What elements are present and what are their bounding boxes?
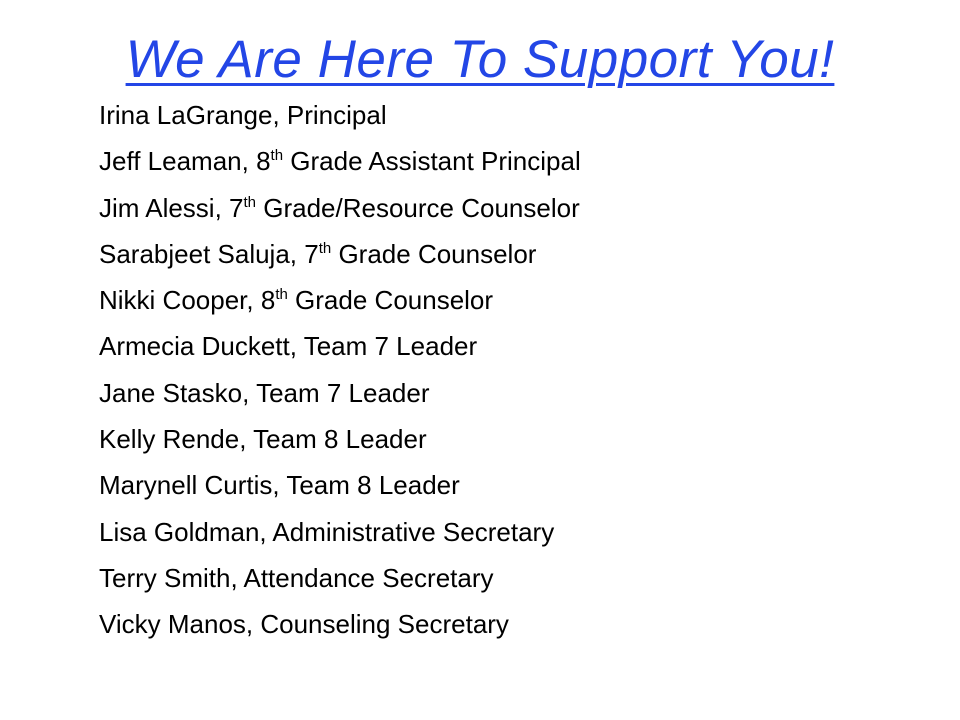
staff-text: Vicky Manos, Counseling Secretary <box>99 609 509 640</box>
staff-text: Irina LaGrange, Principal <box>99 100 387 130</box>
staff-item-team-7-leader-duckett <box>99 323 581 369</box>
staff-text: Terry Smith, Attendance Secretary <box>99 562 494 593</box>
staff-text-rest: Grade Assistant Principal <box>283 146 581 177</box>
staff-item-7th-grade-resource-counselor <box>99 185 581 231</box>
staff-item-administrative-secretary <box>99 509 581 555</box>
staff-ordinal-suffix: th <box>270 147 284 165</box>
staff-text: Nikki Cooper, 8 <box>99 285 276 316</box>
staff-item-team-8-leader-curtis <box>99 462 581 508</box>
staff-ordinal-suffix: th <box>243 193 257 211</box>
staff-text: Armecia Duckett, Team 7 Leader <box>99 331 478 362</box>
staff-item-8th-grade-counselor <box>99 277 581 323</box>
slide-title: We Are Here To Support You! <box>125 30 835 89</box>
staff-ordinal-suffix: th <box>275 286 288 304</box>
staff-item-counseling-secretary <box>99 601 581 647</box>
staff-item-team-7-leader-stasko <box>99 370 581 416</box>
staff-text: Marynell Curtis, Team 8 Leader <box>99 470 460 501</box>
staff-list <box>99 92 581 648</box>
staff-text: Jim Alessi, 7 <box>99 192 244 223</box>
staff-text-rest: Grade Counselor <box>287 285 494 316</box>
staff-text: Sarabjeet Saluja, 7 <box>99 238 319 269</box>
staff-ordinal-suffix: th <box>318 239 332 257</box>
staff-text: Jeff Leaman, 8 <box>99 146 271 177</box>
staff-item-attendance-secretary <box>99 555 581 601</box>
staff-text: Jane Stasko, Team 7 Leader <box>99 377 430 408</box>
staff-text-rest: Grade/Resource Counselor <box>256 192 580 223</box>
staff-text: Kelly Rende, Team 8 Leader <box>99 424 427 455</box>
staff-text-rest: Grade Counselor <box>331 238 537 269</box>
staff-item-8th-grade-assistant-principal <box>99 138 581 184</box>
staff-item-team-8-leader-rende <box>99 416 581 462</box>
staff-item-7th-grade-counselor <box>99 231 581 277</box>
staff-text: Lisa Goldman, Administrative Secretary <box>99 516 555 547</box>
staff-item-principal <box>99 92 581 138</box>
